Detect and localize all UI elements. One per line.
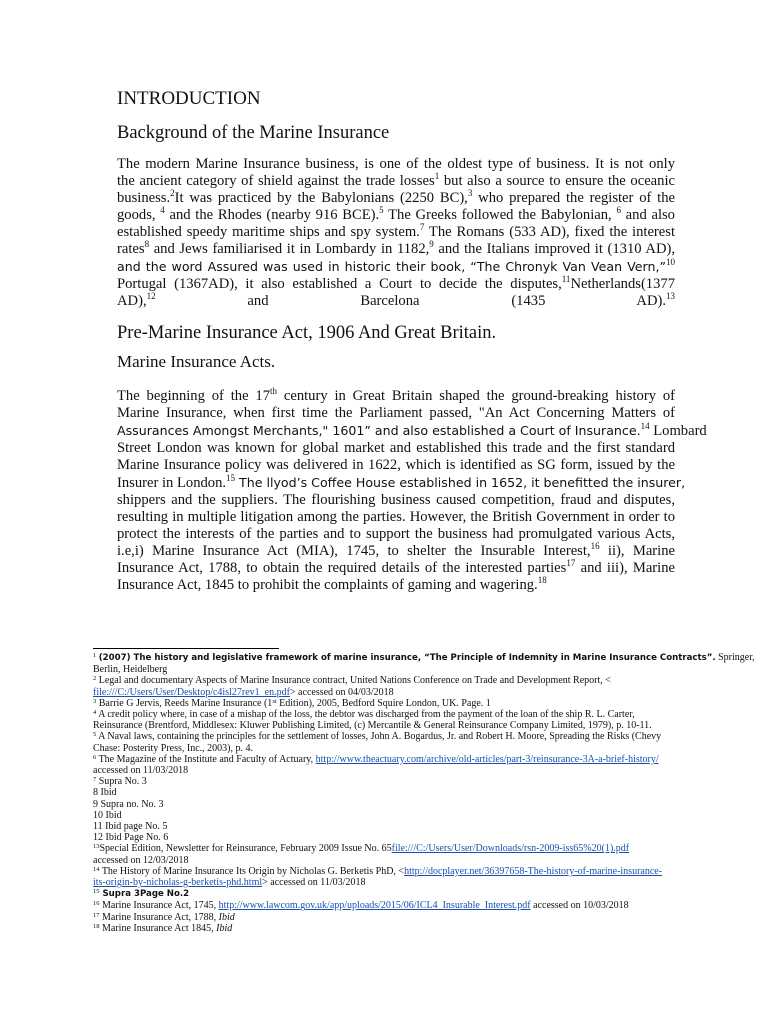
para1-line bbox=[93, 156, 675, 173]
footnote-16-link[interactable]: http://www.lawcom.gov.uk/app/uploads/2015/06/ICL4_Insurable_Interest.pdf bbox=[218, 900, 531, 912]
text-run: Street London was known for global market and established this trade and the first standard bbox=[117, 440, 675, 456]
paragraph-background bbox=[93, 156, 675, 310]
footnote-15: $^{15}$ Supra 3Page No.2 bbox=[93, 888, 190, 900]
text-run: Assurances Amongst Merchants," 1601” and also established a Court of Insurance. bbox=[117, 423, 641, 438]
footnote-separator bbox=[93, 648, 279, 649]
footnote-14-cont: its-origin-by-nicholas-g-berketis-phd.html> accessed on 11/03/2018 bbox=[93, 877, 366, 889]
footnote-ref: 8 bbox=[144, 239, 150, 249]
footnote-5-cont: Chase: Posterity Press, Inc., 2003), p. 4. bbox=[93, 742, 253, 754]
footnote-ref: 12 bbox=[146, 291, 156, 301]
footnote-ref: 17 bbox=[566, 558, 576, 568]
text-run: The modern Marine Insurance business, is one of the oldest type of business. It is not only bbox=[117, 156, 675, 172]
para2-line bbox=[93, 421, 707, 440]
para2-line bbox=[93, 440, 675, 457]
footnote-13-cont: accessed on 12/03/2018 bbox=[93, 854, 189, 866]
footnote-14-link[interactable]: http://docplayer.net/36397658-The-history-of-marine-insurance- bbox=[404, 865, 663, 877]
footnote-ref: 5 bbox=[379, 205, 384, 215]
para2-line bbox=[93, 473, 686, 492]
text-run: business. bbox=[117, 190, 171, 206]
footnote-ref: 7 bbox=[419, 222, 425, 232]
footnote-6-link[interactable]: http://www.theactuary.com/archive/old-articles/part-3/reinsurance-3A-a-brief-history/ bbox=[315, 753, 659, 765]
footnote-2-link[interactable]: file:///C:/Users/User/Desktop/c4isl27rev1_en.pdf bbox=[93, 686, 290, 698]
text-run: and Jews familiarised it in Lombardy in 1182, bbox=[149, 241, 430, 257]
text-run: i.e,i) Marine Insurance Act (MIA), 1745, to shelter the Insurable Interest, bbox=[117, 543, 591, 559]
para1-line bbox=[93, 276, 675, 293]
footnote-4-cont: Reinsurance (Brentford, Middlesex: Kluwer Publishing Limited, (c) Mercantile & General Reinsurance Company Limited, 1979), p. 10-11. bbox=[93, 720, 652, 732]
text-run: The llyod’s Coffee House established in 1652, it benefitted the insurer, bbox=[235, 475, 686, 490]
text-run: Lombard bbox=[649, 423, 707, 439]
text-run: and the Italians improved it (1310 AD), bbox=[433, 241, 675, 257]
text-run: Marine Insurance policy was delivered in 1622, which is identified as SG form, issued by the bbox=[117, 457, 675, 473]
text-run: the ancient category of shield against the trade losses bbox=[117, 173, 435, 189]
footnote-13-link[interactable]: file:///C:/Users/User/Downloads/rsn-2009-iss65%20(1).pdf bbox=[391, 843, 630, 855]
text-run: and iii), Marine bbox=[575, 560, 675, 576]
footnote-ref: 9 bbox=[429, 239, 434, 249]
text-run: and the word Assured was used in historic their book, “The Chronyk Van Vean Vern,” bbox=[117, 259, 666, 274]
text-run: Insurer in London. bbox=[117, 475, 227, 491]
footnote-16: $^{16}$ Marine Insurance Act, 1745, http://www.lawcom.gov.uk/app/uploads/2015/06/ICL4_Insurable_Interest.pdf accessed on 10/03/2018 bbox=[93, 900, 629, 912]
para2-line bbox=[93, 405, 675, 422]
footnote-8: 8 Ibid bbox=[93, 787, 117, 799]
footnote-ref: 6 bbox=[616, 205, 621, 215]
heading-pre-act: Pre-Marine Insurance Act, 1906 And Great Britain. bbox=[117, 323, 497, 343]
text-run: rates bbox=[117, 241, 145, 257]
para2-line bbox=[93, 577, 675, 594]
para1-line bbox=[93, 173, 675, 190]
footnote-ref: 11 bbox=[561, 274, 571, 284]
text-run: protect the interests of the parties and to support the business had promulgated various Acts, bbox=[117, 526, 675, 542]
text-run: resulting in multiple litigation among the parties. However, the British Government in order to bbox=[117, 509, 675, 525]
footnote-9: 9 Supra no. No. 3 bbox=[93, 798, 164, 810]
text-run: shippers and the suppliers. The flourishing business caused competition, fraud and disputes, bbox=[117, 492, 675, 508]
para2-line bbox=[93, 543, 675, 560]
text-run: The beginning of the 17 bbox=[117, 388, 271, 404]
footnote-2: $^2$ Legal and documentary Aspects of Marine Insurance contract, United Nations Conference on Trade and Development Report, < bbox=[93, 675, 611, 687]
para1-line bbox=[93, 224, 675, 241]
text-run: and Barcelona (1435 AD). bbox=[155, 293, 666, 309]
footnote-ref: 14 bbox=[640, 421, 650, 431]
text-run: goods, bbox=[117, 207, 161, 223]
footnote-14-link-cont[interactable]: its-origin-by-nicholas-g-berketis-phd.html bbox=[93, 877, 263, 889]
para2-line bbox=[93, 492, 675, 509]
footnote-ref: 10 bbox=[666, 257, 675, 267]
footnote-12: 12 Ibid Page No. 6 bbox=[93, 832, 169, 844]
text-run: Netherlands(1377 bbox=[570, 276, 675, 292]
footnotes bbox=[93, 652, 755, 934]
footnote-ref: 1 bbox=[434, 171, 440, 181]
footnote-5: $^5$ A Naval laws, containing the principles for the settlement of losses, John A. Bogardus, Jr. and Robert H. Moore, Spreading the Risks (Chevy bbox=[93, 731, 662, 743]
text-run: but also a source to ensure the oceanic bbox=[439, 173, 675, 189]
text-run: established speedy maritime ships and spy system. bbox=[117, 224, 420, 240]
footnote-ref: 15 bbox=[226, 473, 236, 483]
para2-line bbox=[93, 509, 675, 526]
heading-background: Background of the Marine Insurance bbox=[117, 123, 390, 143]
footnote-2-cont: file:///C:/Users/User/Desktop/c4isl27rev1_en.pdf> accessed on 04/03/2018 bbox=[93, 686, 394, 698]
paragraph-acts bbox=[93, 386, 707, 594]
para2-line bbox=[93, 560, 675, 577]
text-run: who prepared the register of the bbox=[472, 190, 676, 206]
footnote-1: $^1$ (2007) The history and legislative framework of marine insurance, “The Principle of Indemnity in Marine Insurance Contracts”. Springer, bbox=[93, 652, 755, 663]
para2-line bbox=[93, 457, 675, 474]
text-run: Portugal (1367AD), it also established a Court to decide the disputes, bbox=[117, 276, 562, 292]
footnote-ref: 16 bbox=[590, 541, 600, 551]
para1-line bbox=[93, 293, 675, 310]
text-run: The Romans (533 AD), fixed the interest bbox=[424, 224, 675, 240]
text-run: ii), Marine bbox=[599, 543, 675, 559]
text-run: AD), bbox=[117, 293, 147, 309]
footnote-6: $^6$ The Magazine of the Institute and Faculty of Actuary, http://www.theactuary.com/archive/old-articles/part-3/reinsurance-3A-a-brief-history/ bbox=[93, 753, 659, 765]
footnote-10: 10 Ibid bbox=[93, 809, 122, 821]
text-run: and the Rhodes (nearby 916 BCE). bbox=[164, 207, 380, 223]
text-run: It was practiced by the Babylonians (2250 BC), bbox=[174, 190, 468, 206]
para1-line bbox=[93, 258, 675, 276]
para2-line bbox=[93, 388, 675, 405]
footnote-7: $^7$ Supra No. 3 bbox=[93, 776, 147, 788]
text-run: Marine Insurance, when first time the Parliament passed, "An Act Concerning Matters of bbox=[117, 405, 675, 421]
footnote-6-cont: accessed on 11/03/2018 bbox=[93, 765, 189, 777]
footnote-3: $^3$ Barrie G Jervis, Reeds Marine Insurance (1st Edition), 2005, Bedford Squire London, UK. Page. 1 bbox=[93, 697, 491, 709]
heading-introduction: INTRODUCTION bbox=[117, 88, 261, 109]
text-run: Insurance Act, 1788, to obtain the required details of the interested parties bbox=[117, 560, 567, 576]
para2-line bbox=[93, 526, 675, 543]
text-run: and also bbox=[620, 207, 675, 223]
footnote-4: $^4$ A credit policy where, in case of a mishap of the loss, the debtor was discharged from the payment of the loan of the ship R. L. Carter, bbox=[93, 709, 635, 721]
footnote-11: 11 Ibid page No. 5 bbox=[93, 821, 168, 833]
heading-acts: Marine Insurance Acts. bbox=[117, 352, 276, 371]
footnote-17: $^{17}$ Marine Insurance Act, 1788, Ibid bbox=[93, 911, 235, 923]
footnote-ref: 18 bbox=[537, 575, 547, 585]
footnote-13: $^{13}$Special Edition, Newsletter for Reinsurance, February 2009 Issue No. 65file:///C:/Users/User/Downloads/rsn-2009-iss65%20(1).pdf bbox=[93, 843, 630, 855]
footnote-1-cont: Berlin, Heidelberg bbox=[93, 664, 168, 676]
footnote-ref: 4 bbox=[160, 205, 165, 215]
footnote-ref: 2 bbox=[170, 188, 175, 198]
text-run: The Greeks followed the Babylonian, bbox=[383, 207, 617, 223]
para1-line bbox=[93, 190, 675, 207]
text-run: Insurance Act, 1845 to prohibit the complaints of gaming and wagering. bbox=[117, 577, 538, 593]
footnote-18: $^{18}$ Marine Insurance Act 1845, Ibid bbox=[93, 922, 233, 934]
para1-line bbox=[93, 241, 675, 258]
footnote-ref: 13 bbox=[666, 291, 675, 301]
footnote-14: $^{14}$ The History of Marine Insurance Its Origin by Nicholas G. Berketis PhD, <http://docplayer.net/36397658-The-history-of-marine-insurance- bbox=[93, 865, 663, 877]
text-run: century in Great Britain shaped the ground-breaking history of bbox=[277, 388, 675, 404]
footnote-ref: th bbox=[270, 386, 278, 396]
para1-line bbox=[93, 207, 675, 224]
footnote-ref: 3 bbox=[467, 188, 473, 198]
